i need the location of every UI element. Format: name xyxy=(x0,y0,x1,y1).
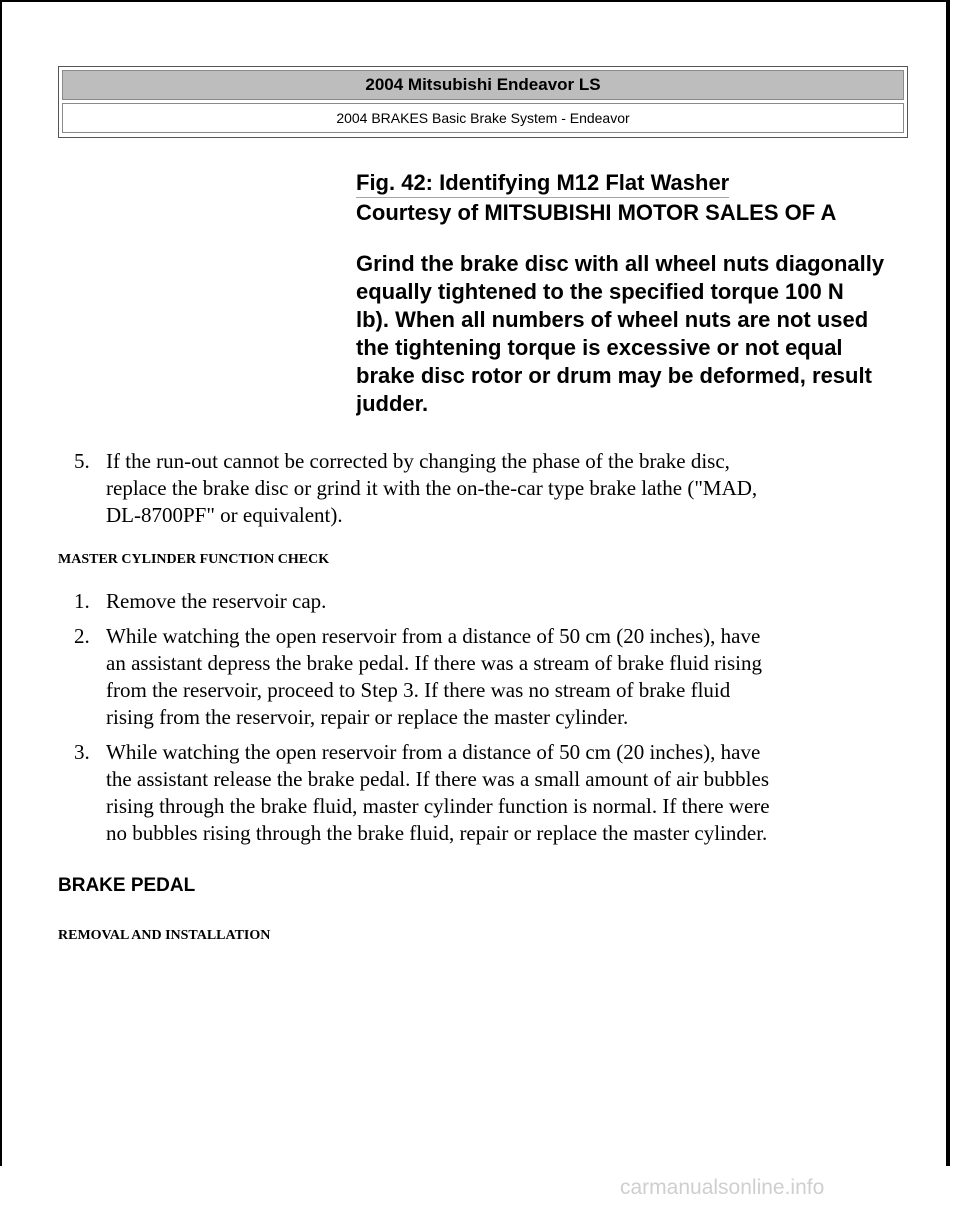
footer-watermark: carmanualsonline.info xyxy=(620,1176,825,1199)
step-number: 2. xyxy=(74,624,90,648)
step-line: rising from the reservoir, repair or replace the master cylinder. xyxy=(106,705,629,729)
step-number: 3. xyxy=(74,740,90,764)
figure-caption-block xyxy=(356,168,836,228)
figure-caption: Fig. 42: Identifying M12 Flat Washer xyxy=(356,169,729,198)
mc-step-2 xyxy=(74,623,906,731)
mc-step-1 xyxy=(74,588,906,615)
step-number: 5. xyxy=(74,449,90,473)
master-cylinder-heading: MASTER CYLINDER FUNCTION CHECK xyxy=(58,552,330,567)
step-number: 1. xyxy=(74,589,90,613)
step-line: from the reservoir, proceed to Step 3. If there was no stream of brake fluid xyxy=(106,678,731,702)
step-line: an assistant depress the brake pedal. If there was a stream of brake fluid rising xyxy=(106,651,763,675)
bullet-line: brake disc rotor or drum may be deformed, result xyxy=(356,363,872,388)
step-line: replace the brake disc or grind it with the on-the-car type brake lathe ("MAD, xyxy=(106,476,758,500)
brake-pedal-heading: BRAKE PEDAL xyxy=(58,875,196,896)
step-line: DL-8700PF" or equivalent). xyxy=(106,503,343,527)
step-line: Remove the reservoir cap. xyxy=(106,589,327,613)
bullet-line: judder. xyxy=(356,391,429,416)
step-line: While watching the open reservoir from a distance of 50 cm (20 inches), have xyxy=(106,624,761,648)
bullet-line: the tightening torque is excessive or not equal xyxy=(356,335,843,360)
bullet-line: lb). When all numbers of wheel nuts are not used xyxy=(356,307,869,332)
document-header xyxy=(58,66,908,138)
step-5 xyxy=(74,448,904,529)
step-line: the assistant release the brake pedal. If there was a small amount of air bubbles xyxy=(106,767,770,791)
figure-courtesy: Courtesy of MITSUBISHI MOTOR SALES OF A xyxy=(356,200,837,225)
bullet-note xyxy=(356,250,884,418)
step-line: no bubbles rising through the brake fluid, repair or replace the master cylinder. xyxy=(106,821,768,845)
vehicle-title: 2004 Mitsubishi Endeavor LS xyxy=(62,70,904,100)
step-line: If the run-out cannot be corrected by changing the phase of the brake disc, xyxy=(106,449,730,473)
mc-step-3 xyxy=(74,739,906,847)
section-subtitle: 2004 BRAKES Basic Brake System - Endeavor xyxy=(62,103,904,133)
bullet-line: equally tightened to the specified torque 100 N xyxy=(356,279,844,304)
clipped-figure-area xyxy=(356,168,906,426)
bullet-line: Grind the brake disc with all wheel nuts diagonally xyxy=(356,251,885,276)
step-line: While watching the open reservoir from a distance of 50 cm (20 inches), have xyxy=(106,740,761,764)
step-line: rising through the brake fluid, master cylinder function is normal. If there were xyxy=(106,794,770,818)
removal-installation-heading: REMOVAL AND INSTALLATION xyxy=(58,928,271,943)
